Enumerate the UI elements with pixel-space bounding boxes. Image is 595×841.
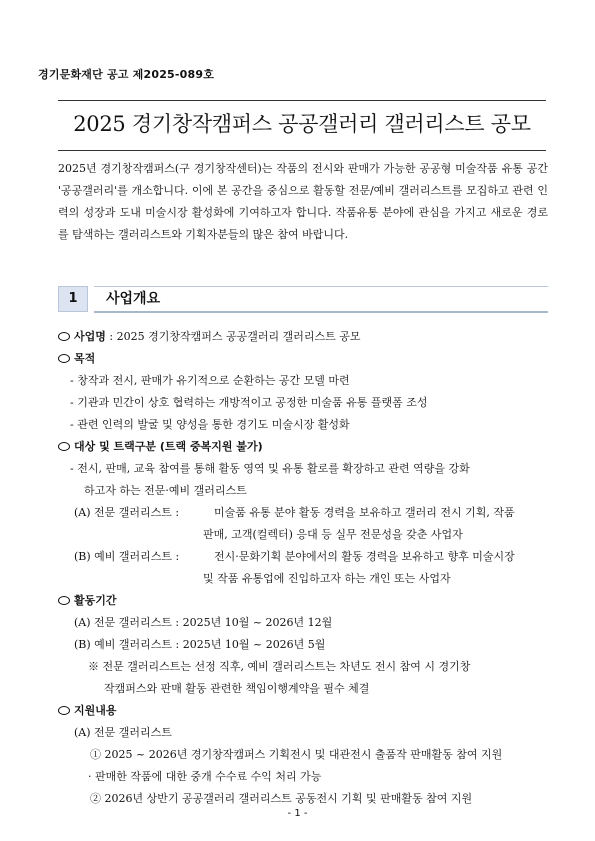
section-rule-bottom: [94, 311, 548, 313]
circle-bullet-icon: [58, 596, 70, 605]
track-b-row: [58, 546, 558, 568]
support-heading: 지원내용: [58, 700, 558, 722]
track-b-desc-cont: 및 작품 유통업에 진입하고자 하는 개인 또는 사업자: [203, 572, 451, 585]
support-sub-a: (A) 전문 갤러리스트: [74, 726, 172, 739]
circle-bullet-icon: [58, 332, 70, 341]
circle-bullet-icon: [58, 442, 70, 451]
purpose-item: - 기관과 민간이 상호 협력하는 개방적이고 공정한 미술품 유통 플랫폼 조성: [70, 396, 428, 409]
period-note-line: ※ 전문 갤러리스트는 선정 직후, 예비 갤러리스트는 차년도 전시 참여 시 경기창: [88, 660, 471, 673]
circle-bullet-icon: [58, 706, 70, 715]
page-number: - 1 -: [287, 808, 308, 819]
support-item: ① 2025 ~ 2026년 경기창작캠퍼스 기획전시 및 대관전시 출품작 판매활동 참여 지원: [90, 748, 503, 761]
title-rule-top: [58, 100, 546, 101]
intro-paragraph: 2025년 경기창작캠퍼스(구 경기창작센터)는 작품의 전시와 판매가 가능한 공공형 미술작품 유통 공간 '공공갤러리'를 개소합니다. 이에 본 공간을 중심으로 활동할 전문/예비 갤러리스트를 모집하고 관련 인력의 성장과 도내 미술시장 활성화에 기여하고자 합니다. 작품유통 분야에 관심을 가지고 새로운 경로를 탐색하는 갤러리스트와 기획자분들의 많은 참여 바랍니다.: [58, 162, 548, 241]
target-desc-line: - 전시, 판매, 교육 참여를 통해 활동 영역 및 유통 활로를 확장하고 관련 역량을 강화: [70, 462, 470, 475]
project-name-value: : 2025 경기창작캠퍼스 공공갤러리 갤러리스트 공모: [105, 330, 361, 343]
period-item: (A) 전문 갤러리스트 : 2025년 10월 ~ 2026년 12월: [74, 616, 333, 629]
project-name-row: [58, 326, 558, 348]
title-rule-bottom: [58, 150, 546, 151]
document-title: 2025 경기창작캠퍼스 공공갤러리 갤러리스트 공모: [73, 112, 531, 136]
track-a-name: (A) 전문 갤러리스트 :: [74, 506, 180, 519]
period-item: (B) 예비 갤러리스트 : 2025년 10월 ~ 2026년 5월: [74, 638, 326, 651]
track-a-desc-cont: 판매, 고객(컬렉터) 응대 등 실무 전문성을 갖춘 사업자: [203, 528, 463, 541]
purpose-heading: 목적: [58, 348, 558, 370]
purpose-item: - 창작과 전시, 판매가 유기적으로 순환하는 공간 모델 마련: [70, 374, 350, 387]
track-a-desc: 미술품 유통 분야 활동 경력을 보유하고 갤러리 전시 기획, 작품: [214, 506, 515, 519]
section-rule-top: [94, 286, 548, 287]
target-desc-line: 하고자 하는 전문·예비 갤러리스트: [84, 484, 247, 497]
track-a-row: [58, 502, 558, 524]
circle-bullet-icon: [58, 354, 70, 363]
overview-body: [58, 326, 558, 810]
notice-number: 경기문화재단 공고 제2025-089호: [38, 68, 215, 81]
period-note-line: 작캠퍼스와 판매 활동 관련한 책임이행계약을 필수 체결: [104, 682, 370, 695]
purpose-item: - 관련 인력의 발굴 및 양성을 통한 경기도 미술시장 활성화: [70, 418, 350, 431]
period-heading: 활동기간: [58, 590, 558, 612]
target-heading: 대상 및 트랙구분 (트랙 중복지원 불가): [58, 436, 558, 458]
section-number: 1: [58, 286, 88, 312]
section-title: 사업개요: [106, 291, 161, 307]
track-b-desc: 전시·문화기획 분야에서의 활동 경력을 보유하고 향후 미술시장: [214, 550, 515, 563]
section-header: [58, 286, 548, 312]
project-name-label: 사업명: [74, 330, 106, 343]
track-b-name: (B) 예비 갤러리스트 :: [74, 550, 180, 563]
support-item-detail: · 판매한 작품에 대한 중개 수수료 수익 처리 가능: [88, 770, 322, 783]
support-item: ② 2026년 상반기 공공갤러리 갤러리스트 공동전시 기획 및 판매활동 참여 지원: [90, 792, 473, 805]
